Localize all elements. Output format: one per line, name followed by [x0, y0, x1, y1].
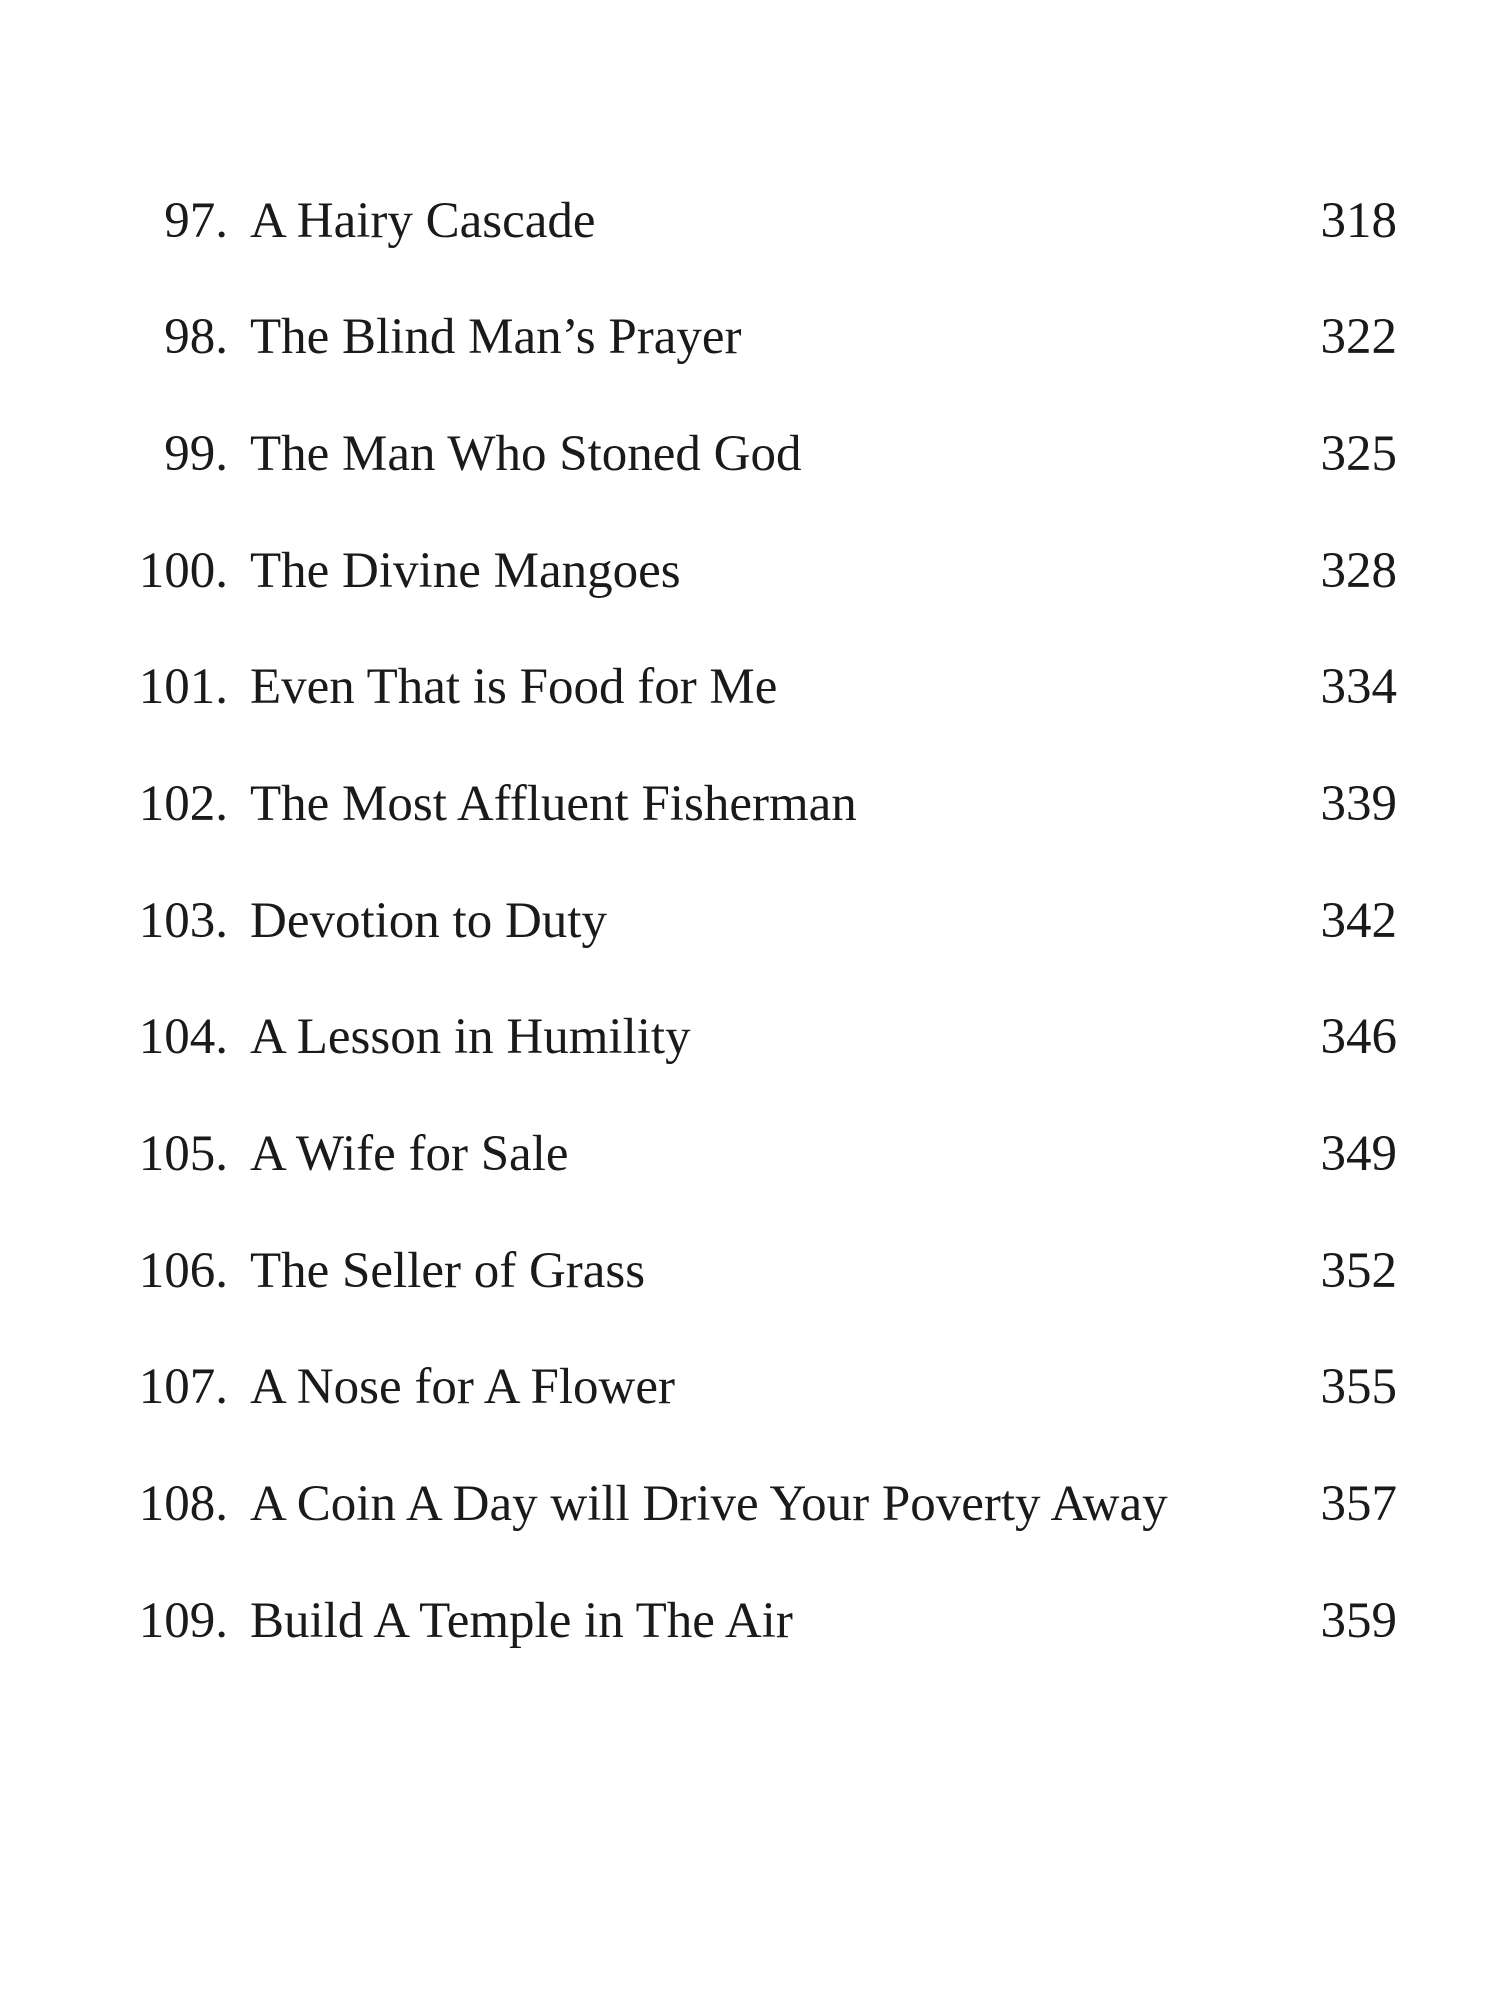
entry-number: 98.	[164, 309, 228, 365]
toc-entry	[0, 997, 1500, 1077]
entry-title: A Nose for A Flower	[250, 1359, 675, 1415]
entry-page-number: 355	[1320, 1359, 1397, 1415]
entry-number: 104.	[138, 1009, 228, 1065]
entry-page-number: 359	[1320, 1593, 1397, 1649]
entry-title: A Lesson in Humility	[250, 1009, 691, 1065]
entry-title: The Divine Mangoes	[250, 543, 681, 599]
entry-number: 99.	[164, 426, 228, 482]
entry-page-number: 352	[1320, 1243, 1397, 1299]
entry-number: 102.	[138, 776, 228, 832]
entry-page-number: 342	[1320, 893, 1397, 949]
entry-number: 101.	[138, 659, 228, 715]
entry-number: 103.	[138, 893, 228, 949]
entry-page-number: 322	[1320, 309, 1397, 365]
entry-title: Build A Temple in The Air	[250, 1593, 793, 1649]
toc-entry	[0, 181, 1500, 261]
toc-entry	[0, 531, 1500, 611]
entry-page-number: 339	[1320, 776, 1397, 832]
entry-number: 97.	[164, 193, 228, 249]
entry-page-number: 318	[1320, 193, 1397, 249]
toc-entry	[0, 1231, 1500, 1311]
toc-entry	[0, 297, 1500, 377]
entry-title: The Blind Man’s Prayer	[250, 309, 742, 365]
toc-entry	[0, 647, 1500, 727]
toc-entry	[0, 1464, 1500, 1544]
entry-title: The Most Affluent Fisherman	[250, 776, 857, 832]
entry-title: A Wife for Sale	[250, 1126, 569, 1182]
entry-page-number: 346	[1320, 1009, 1397, 1065]
entry-title: A Coin A Day will Drive Your Poverty Away	[250, 1476, 1168, 1532]
entry-number: 109.	[138, 1593, 228, 1649]
entry-page-number: 357	[1320, 1476, 1397, 1532]
entry-title: Devotion to Duty	[250, 893, 607, 949]
entry-page-number: 325	[1320, 426, 1397, 482]
entry-number: 106.	[138, 1243, 228, 1299]
toc-entry	[0, 1581, 1500, 1661]
entry-number: 100.	[138, 543, 228, 599]
toc-entry	[0, 1114, 1500, 1194]
toc-entry	[0, 414, 1500, 494]
entry-number: 108.	[138, 1476, 228, 1532]
entry-page-number: 349	[1320, 1126, 1397, 1182]
entry-page-number: 334	[1320, 659, 1397, 715]
entry-number: 105.	[138, 1126, 228, 1182]
entry-number: 107.	[138, 1359, 228, 1415]
entry-title: Even That is Food for Me	[250, 659, 778, 715]
entry-title: The Seller of Grass	[250, 1243, 646, 1299]
toc-entry	[0, 881, 1500, 961]
toc-entry	[0, 764, 1500, 844]
entry-title: A Hairy Cascade	[250, 193, 596, 249]
entry-title: The Man Who Stoned God	[250, 426, 802, 482]
entry-page-number: 328	[1320, 543, 1397, 599]
toc-entry	[0, 1347, 1500, 1427]
